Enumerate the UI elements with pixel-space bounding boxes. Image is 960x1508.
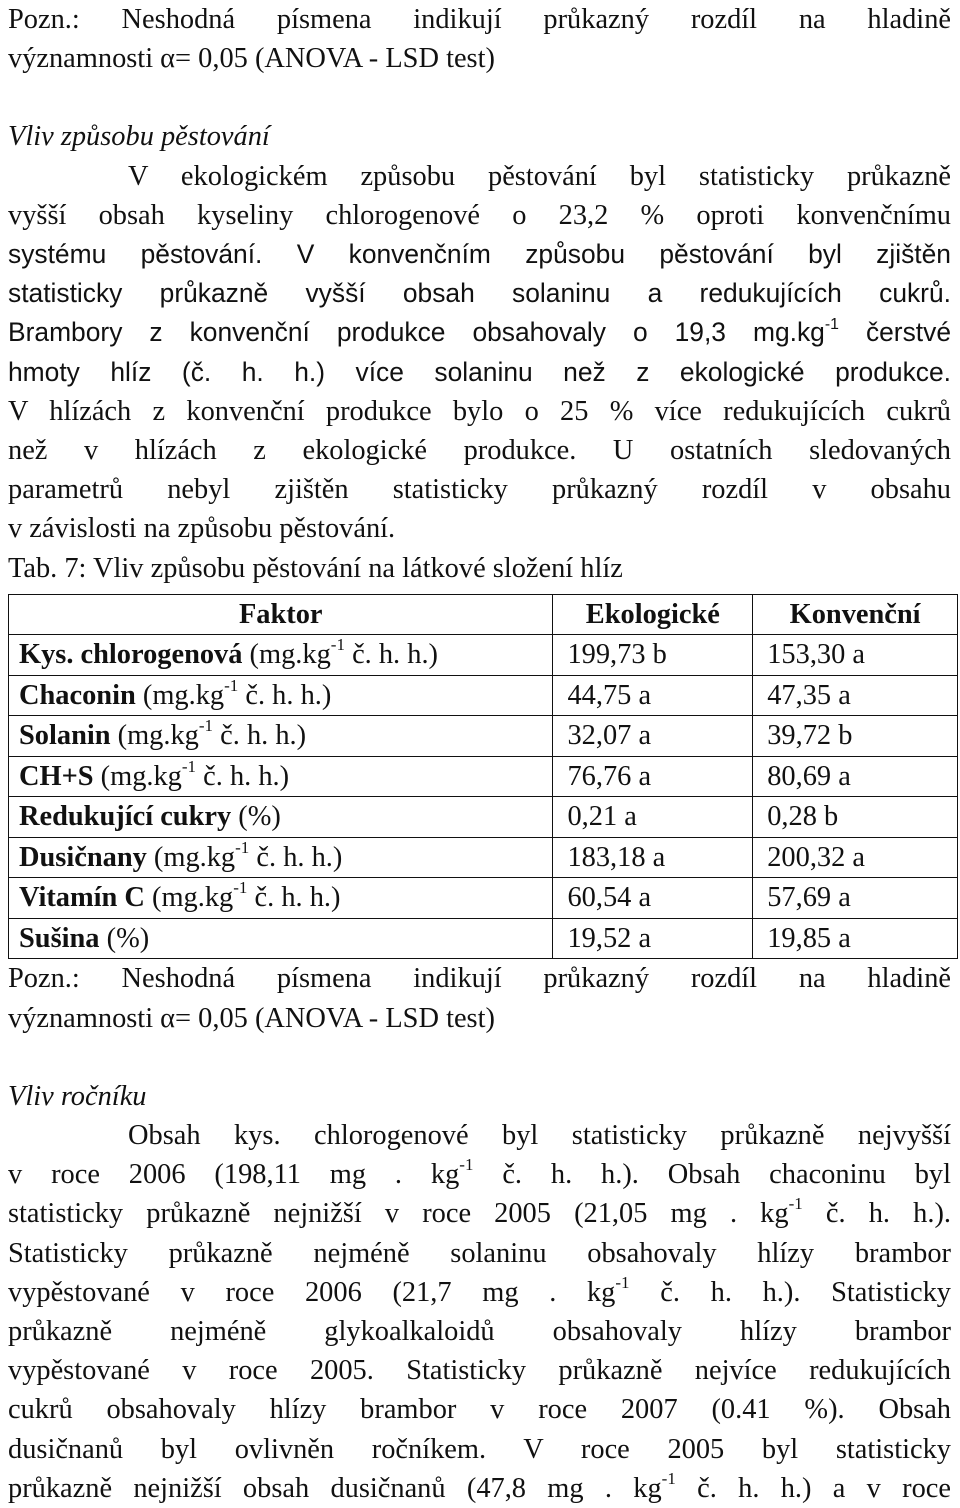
unit: (mg.kg [110,720,199,752]
superscript: -1 [224,675,239,695]
unit: (mg.kg [242,639,331,671]
table-row [9,837,958,878]
paragraph-line: Obsah kys. chlorogenové byl statisticky průkazně nejvyšší [128,1119,951,1151]
factor-name: Vitamín C [19,882,145,914]
ecological-value: 0,21 a [553,797,753,838]
ecological-value: 44,75 a [553,675,753,716]
text-span: č. h. h.) a v roce [675,1472,951,1504]
unit: č. h. h.) [247,882,341,914]
table-row [9,635,958,676]
conventional-value: 200,32 a [753,837,958,878]
ecological-value: 19,52 a [553,918,753,959]
unit: č. h. h.) [238,679,332,711]
ecological-value: 76,76 a [553,756,753,797]
paragraph-line: průkazně nejméně glykoalkaloidů obsahovaly hlízy brambor [8,1315,951,1347]
text-span: statisticky průkazně nejnižší v roce 2005 (21,05 mg . kg [8,1198,789,1230]
paragraph-line: V hlízách z konvenční produkce bylo o 25 % více redukujících cukrů [8,395,951,427]
unit: (mg.kg [144,882,234,914]
paragraph-line: parametrů nebyl zjištěn statisticky průkazný rozdíl v obsahu [8,474,951,506]
factor-cell [9,635,553,676]
unit: č. h. h.) [196,760,290,792]
factor-name: Redukující cukry [19,801,232,833]
paragraph-line [8,1273,951,1312]
text-span: čerstvé [865,317,951,348]
unit: (mg.kg [135,679,225,711]
superscript: -1 [615,1273,630,1292]
conventional-value: 80,69 a [753,756,958,797]
factor-name: Sušina [19,922,100,954]
superscript: -1 [181,756,197,776]
paragraph-line: v závislosti na způsobu pěstování. [8,513,396,545]
paragraph-line: vyšší obsah kyseliny chlorogenové o 23,2 % oproti konvenčnímu [8,199,951,231]
column-header-ecological: Ekologické [553,594,753,635]
section-heading-pestovani: Vliv způsobu pěstování [8,121,270,153]
factor-cell [9,837,553,878]
factor-cell [9,756,553,797]
paragraph-line [8,1194,951,1233]
conventional-value: 19,85 a [753,918,958,959]
table-row [9,797,958,838]
superscript: -1 [233,878,248,898]
table-header-row [9,594,958,635]
text-span: v roce 2006 (198,11 mg . kg [8,1159,460,1191]
top-note-line-2: významnosti α= 0,05 (ANOVA - LSD test) [8,43,495,75]
superscript: -1 [788,1194,803,1214]
text-span: vypěstované v roce 2006 (21,7 mg . kg [8,1276,616,1308]
paragraph-line: systému pěstování. V konvenčním způsobu pěstování byl zjištěn [8,239,951,270]
spacer [8,78,951,117]
ecological-value: 183,18 a [553,837,753,878]
paragraph-line: cukrů obsahovaly hlízy brambor v roce 2007 (0.41 %). Obsah [8,1394,951,1426]
text-span: č. h. h.). Obsah chaconinu byl [473,1159,951,1191]
text-span: Brambory z konvenční produkce obsahovaly o 19,3 mg.kg [8,317,825,348]
ecological-value: 60,54 a [553,878,753,919]
bottom-note-line-1: Pozn.: Neshodná písmena indikují průkazný rozdíl na hladině [8,963,951,995]
factor-cell [9,797,553,838]
paragraph-line: než v hlízách z ekologické produkce. U ostatních sledovaných [8,435,951,467]
superscript: -1 [824,316,839,334]
superscript: -1 [459,1155,474,1175]
table-row [9,675,958,716]
top-note-line-1: Pozn.: Neshodná písmena indikují průkazný rozdíl na hladině [8,4,951,35]
paragraph-line: statisticky průkazně vyšší obsah solaninu a redukujících cukrů. [8,278,951,309]
bottom-note-line-2: významnosti α= 0,05 (ANOVA - LSD test) [8,1002,495,1034]
factor-name: Dusičnany [19,841,147,873]
paragraph-line: hmoty hlíz (č. h. h.) více solaninu než z ekologické produkce. [8,356,951,387]
paragraph-line [8,1155,951,1194]
paragraph-line [8,1469,951,1508]
superscript: -1 [235,837,250,857]
section-heading-rocnik: Vliv ročníku [8,1080,147,1112]
ecological-value: 199,73 b [553,635,753,676]
paragraph-line: V ekologickém způsobu pěstování byl statisticky průkazně [128,160,951,192]
conventional-value: 0,28 b [753,797,958,838]
unit: (mg.kg [93,760,182,792]
factor-cell [9,918,553,959]
superscript: -1 [661,1469,676,1489]
ecological-value: 32,07 a [553,716,753,757]
unit: č. h. h.) [344,639,439,671]
factor-cell [9,675,553,716]
paragraph-line: vypěstované v roce 2005. Statisticky průkazně nejvíce redukujících [8,1355,951,1387]
table-row [9,756,958,797]
table-caption: Tab. 7: Vliv způsobu pěstování na látkové složení hlíz [8,552,623,584]
factor-cell [9,878,553,919]
factor-cell [9,716,553,757]
text-span: průkazně nejnižší obsah dusičnanů (47,8 mg . kg [8,1472,662,1504]
factor-name: Kys. chlorogenová [19,639,243,671]
column-header-factor: Faktor [9,594,553,635]
factor-name: Solanin [19,720,111,752]
table-row [9,878,958,919]
paragraph-line: dusičnanů byl ovlivněn ročníkem. V roce 2005 byl statisticky [8,1433,951,1465]
factor-name: CH+S [19,760,94,792]
superscript: -1 [330,635,345,655]
conventional-value: 57,69 a [753,878,958,919]
column-header-conventional: Konvenční [753,594,958,635]
conventional-value: 153,30 a [753,635,958,676]
text-span: č. h. h.). Statisticky [629,1276,951,1308]
composition-table [8,594,958,960]
conventional-value: 47,35 a [753,675,958,716]
unit: (mg.kg [146,841,236,873]
unit: (%) [99,922,150,954]
unit: (%) [231,801,281,833]
unit: č. h. h.) [249,841,343,873]
paragraph-line: Statisticky průkazně nejméně solaninu obsahovaly hlízy brambor [8,1237,951,1269]
table-row [9,918,958,959]
conventional-value: 39,72 b [753,716,958,757]
superscript: -1 [198,716,214,736]
paragraph-line [8,313,951,352]
spacer [8,1038,951,1077]
text-span: č. h. h.). [802,1198,951,1230]
factor-name: Chaconin [19,679,136,711]
unit: č. h. h.) [213,720,307,752]
table-row [9,716,958,757]
